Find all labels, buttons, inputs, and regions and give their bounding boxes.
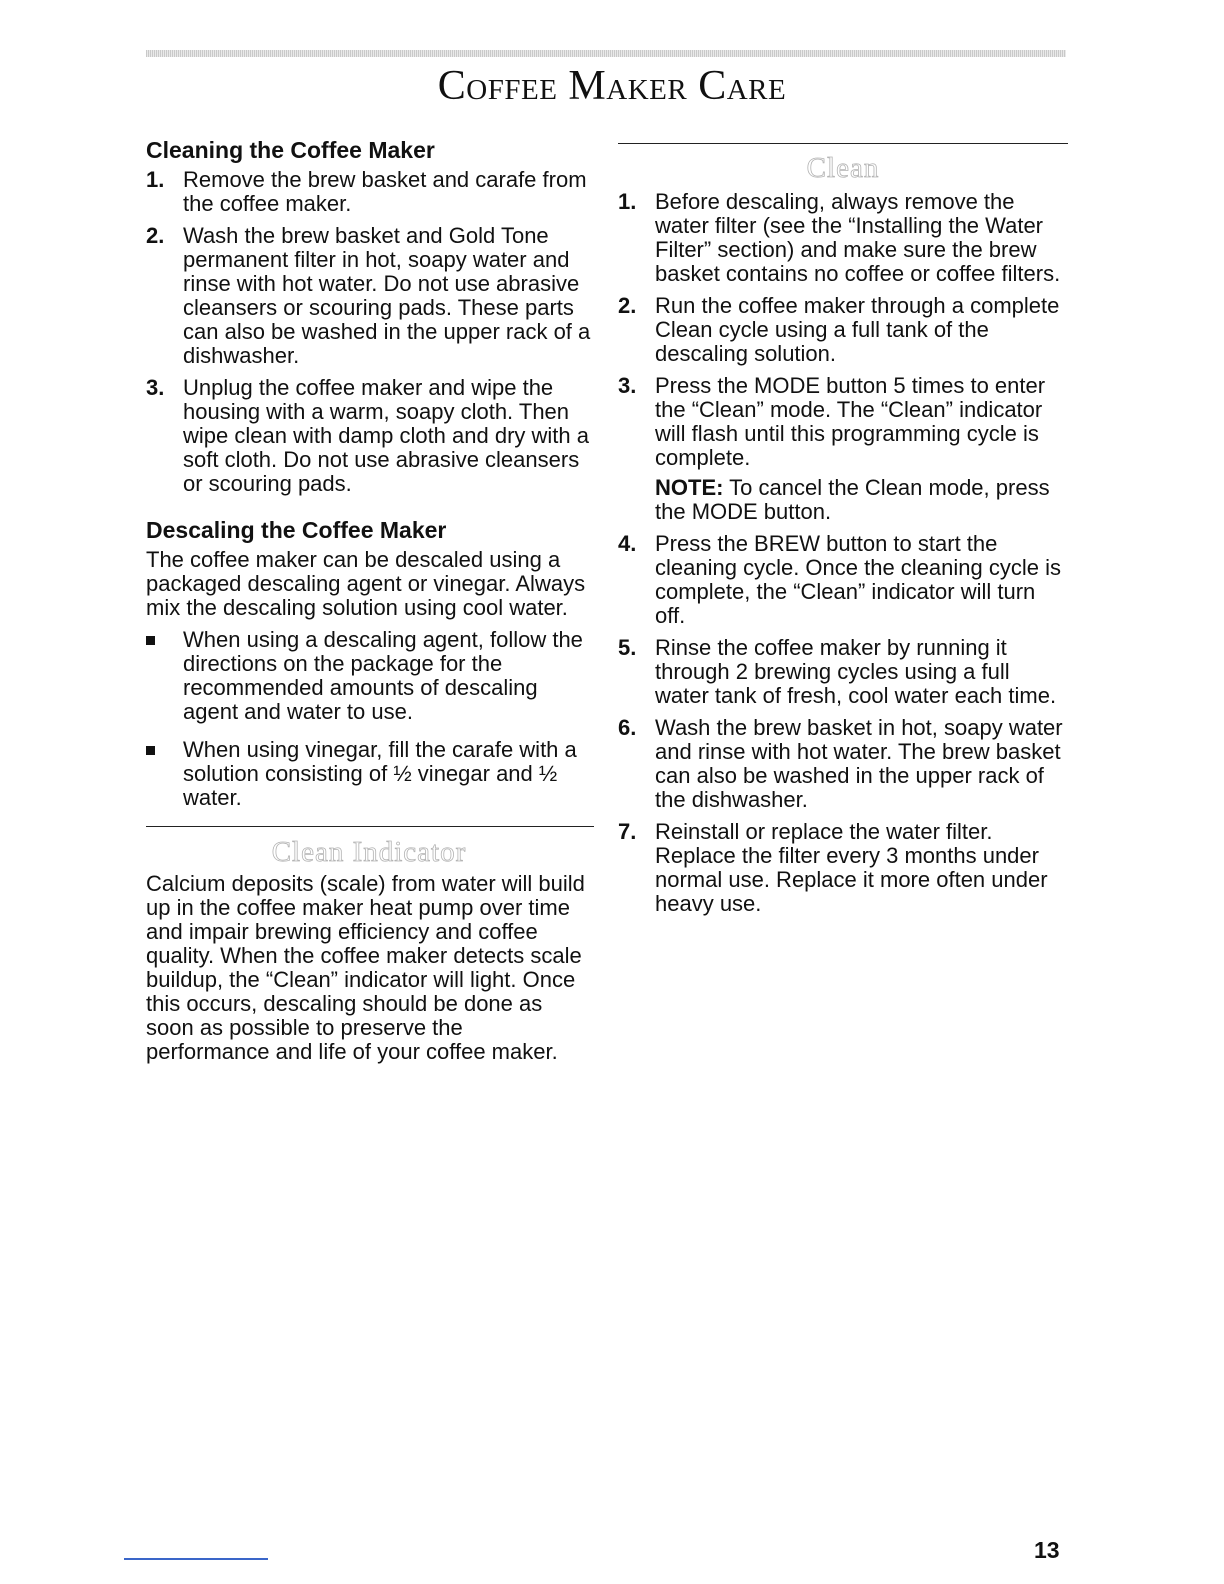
step-number: 7. [618, 819, 637, 844]
clean-heading: Clean [806, 152, 880, 184]
step-number: 3. [618, 373, 637, 398]
step-number: 1. [618, 189, 637, 214]
square-bullet-icon [146, 746, 155, 755]
list-item [618, 716, 1068, 812]
step-number: 5. [618, 635, 637, 660]
descaling-heading: Descaling the Coffee Maker [146, 517, 447, 543]
footer-line [124, 1558, 268, 1560]
step-text: Remove the brew basket and carafe from the coffee maker. [183, 167, 587, 216]
step-text: Reinstall or replace the water filter. Replace the filter every 3 months under normal use. Replace it more often under heavy use. [655, 819, 1048, 916]
step-number: 2. [618, 293, 637, 318]
clean-indicator-text: Calcium deposits (scale) from water will build up in the coffee maker heat pump over time and impair brewing efficiency and coffee quality. When the coffee maker detects scale buildup, the “Clean” indicator will light. Once this occurs, descaling should be done as soon as possible to preserve the performance and life of your coffee maker. [146, 871, 585, 1064]
step-text: Run the coffee maker through a complete Clean cycle using a full tank of the descaling solution. [655, 293, 1060, 366]
step-number: 1. [146, 167, 165, 192]
step-number: 4. [618, 531, 637, 556]
step-text: Rinse the coffee maker by running it through 2 brewing cycles using a full water tank of fresh, cool water each time. [655, 635, 1057, 708]
bullet-text: When using vinegar, fill the carafe with a solution consisting of ½ vinegar and ½ water. [183, 737, 577, 810]
list-item [146, 376, 592, 496]
list-item [618, 294, 1068, 366]
list-item [146, 628, 592, 724]
section-divider [146, 826, 594, 827]
page-number: 13 [1034, 1537, 1060, 1563]
list-item [146, 224, 592, 368]
list-item [618, 636, 1068, 708]
note [655, 476, 1068, 524]
step-text: Wash the brew basket and Gold Tone permanent filter in hot, soapy water and rinse with hot water. Do not use abrasive cleansers or scouring pads. These parts can also be washed in the upper rack of a dishwasher. [183, 223, 591, 368]
list-item [618, 190, 1068, 286]
page-title: Coffee Maker Care [437, 63, 787, 109]
step-text: Wash the brew basket in hot, soapy water and rinse with hot water. The brew basket can also be washed in the upper rack of the dishwasher. [655, 715, 1063, 812]
step-number: 3. [146, 375, 165, 400]
bullet-text: When using a descaling agent, follow the directions on the package for the recommended amounts of descaling agent and water to use. [183, 627, 583, 724]
list-item [618, 374, 1068, 524]
step-number: 2. [146, 223, 165, 248]
step-number: 6. [618, 715, 637, 740]
clean-indicator-heading: Clean Indicator [271, 836, 467, 868]
step-text: Press the BREW button to start the cleaning cycle. Once the cleaning cycle is complete, the “Clean” indicator will turn off. [655, 531, 1061, 628]
step-text: Press the MODE button 5 times to enter the “Clean” mode. The “Clean” indicator will flash until this programming cycle is complete. [655, 373, 1046, 470]
step-text: Unplug the coffee maker and wipe the housing with a warm, soapy cloth. Then wipe clean with damp cloth and dry with a soft cloth. Do not use abrasive cleansers or scouring pads. [183, 375, 589, 496]
square-bullet-icon [146, 636, 155, 645]
descaling-bullets [146, 628, 592, 810]
cleaning-steps [146, 168, 592, 496]
list-item [618, 820, 1068, 916]
cleaning-heading: Cleaning the Coffee Maker [146, 137, 435, 163]
step-text: Before descaling, always remove the water filter (see the “Installing the Water Filter” section) and make sure the brew basket contains no coffee or coffee filters. [655, 189, 1061, 286]
list-item [618, 532, 1068, 628]
list-item [146, 168, 592, 216]
descaling-intro: The coffee maker can be descaled using a packaged descaling agent or vinegar. Always mix the descaling solution using cool water. [146, 547, 586, 620]
note-text: To cancel the Clean mode, press the MODE button. [655, 475, 1050, 524]
header-rule [146, 50, 1066, 57]
section-divider [618, 143, 1068, 144]
note-label: NOTE: [655, 475, 724, 500]
clean-steps [618, 190, 1068, 916]
left-column [146, 136, 592, 1064]
list-item [146, 738, 592, 810]
right-column [618, 143, 1068, 924]
